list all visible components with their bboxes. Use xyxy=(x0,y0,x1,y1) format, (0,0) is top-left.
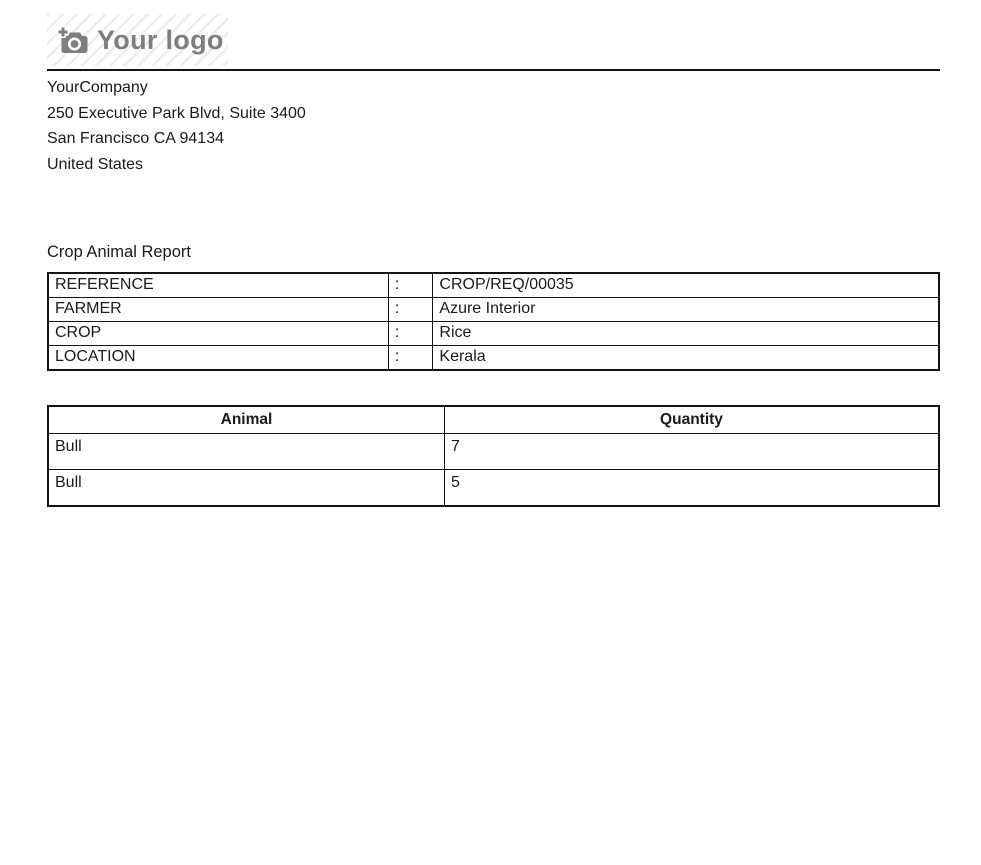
info-separator: : xyxy=(388,322,433,346)
table-header-row xyxy=(48,406,939,434)
animal-column-header: Animal xyxy=(48,406,444,434)
info-value-location: Kerala xyxy=(433,346,939,371)
info-separator: : xyxy=(388,298,433,322)
quantity-column-header: Quantity xyxy=(444,406,939,434)
logo-placeholder xyxy=(47,14,228,66)
info-label-farmer: FARMER xyxy=(48,298,388,322)
animal-cell: Bull xyxy=(48,470,444,507)
table-row xyxy=(48,273,939,298)
company-city: San Francisco CA 94134 xyxy=(47,130,224,148)
info-label-crop: CROP xyxy=(48,322,388,346)
quantity-cell: 5 xyxy=(444,470,939,507)
info-separator: : xyxy=(388,273,433,298)
info-label-reference: REFERENCE xyxy=(48,273,388,298)
info-label-location: LOCATION xyxy=(48,346,388,371)
table-row xyxy=(48,470,939,507)
report-info-table xyxy=(47,272,940,371)
company-country: United States xyxy=(47,155,144,173)
table-row xyxy=(48,346,939,371)
info-value-crop: Rice xyxy=(433,322,939,346)
animal-cell: Bull xyxy=(48,434,444,470)
add-photo-camera-icon xyxy=(57,26,88,54)
info-value-farmer: Azure Interior xyxy=(433,298,939,322)
company-name: YourCompany xyxy=(47,79,148,96)
report-title: Crop Animal Report xyxy=(47,243,191,262)
table-row xyxy=(48,434,939,470)
table-row xyxy=(48,322,939,346)
logo-text: Your logo xyxy=(97,24,224,55)
company-address-block xyxy=(47,75,940,177)
table-row xyxy=(48,298,939,322)
header-divider xyxy=(47,69,940,71)
info-value-reference: CROP/REQ/00035 xyxy=(433,273,939,298)
quantity-cell: 7 xyxy=(444,434,939,470)
animal-quantity-table xyxy=(47,405,940,507)
info-separator: : xyxy=(388,346,433,371)
company-street: 250 Executive Park Blvd, Suite 3400 xyxy=(47,104,306,122)
